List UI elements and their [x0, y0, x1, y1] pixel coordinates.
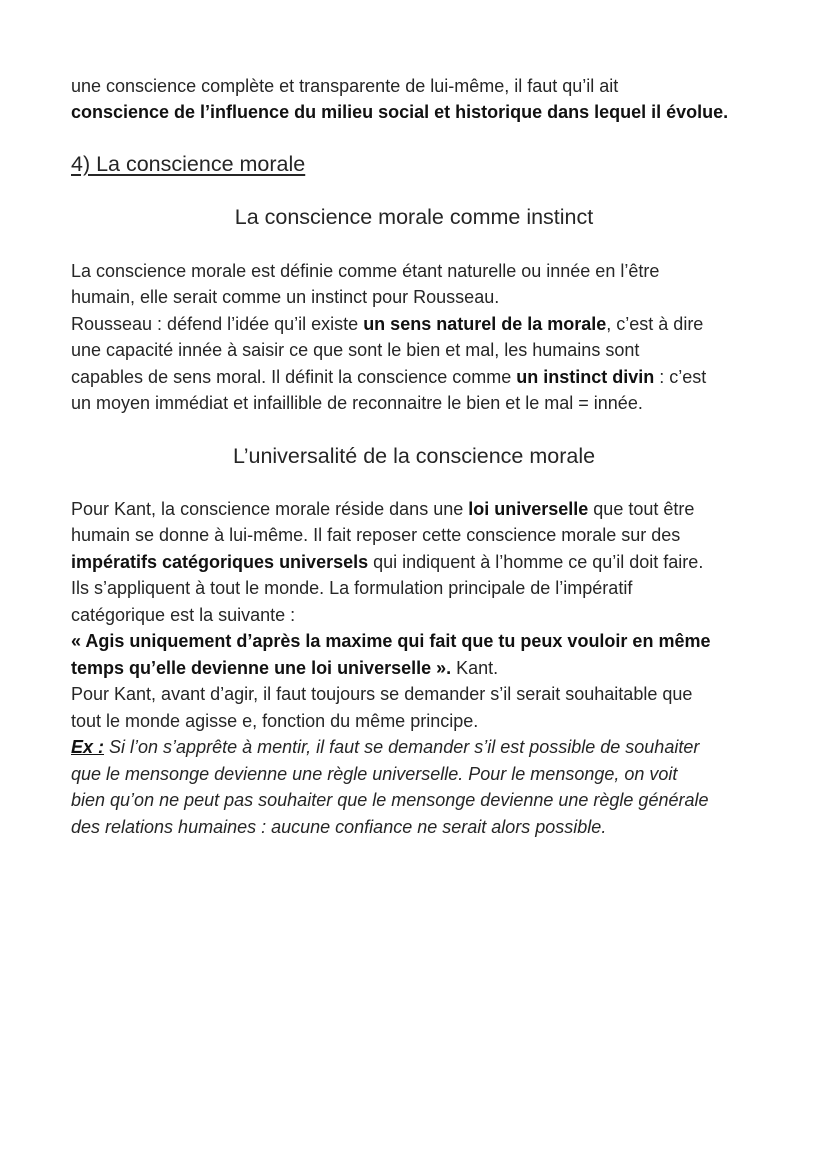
text: , c’est à dire	[606, 314, 704, 334]
paragraph-line	[71, 681, 788, 707]
text: que tout être	[588, 499, 695, 519]
paragraph-line	[71, 549, 788, 575]
text: humain, elle serait comme un instinct pour Rousseau.	[71, 287, 500, 307]
paragraph-line	[71, 311, 788, 337]
example-line	[71, 787, 788, 813]
text: une capacité innée à saisir ce que sont le bien et mal, les humains sont	[71, 340, 640, 360]
text: humain se donne à lui-même. Il fait reposer cette conscience morale sur des	[71, 525, 681, 545]
text: La conscience morale est définie comme étant naturelle ou innée en l’être	[71, 261, 660, 281]
paragraph-line	[71, 284, 788, 310]
bold-text: « Agis uniquement d’après la maxime qui fait que tu peux vouloir en même	[71, 631, 711, 651]
example-line	[71, 814, 788, 840]
bold-text: temps qu’elle devienne une loi universelle ».	[71, 658, 452, 678]
paragraph-line	[71, 258, 788, 284]
section-heading: 4) La conscience morale	[71, 152, 306, 176]
text: une conscience complète et transparente de lui-même, il faut qu’il ait	[71, 76, 619, 96]
paragraph-line	[71, 602, 788, 628]
bold-text: conscience de l’influence du milieu social et historique dans lequel il évolue.	[71, 102, 729, 122]
bold-text: un sens naturel de la morale	[363, 314, 607, 334]
paragraph-line	[71, 575, 788, 601]
subheading-universality: L’universalité de la conscience morale	[232, 444, 596, 468]
text: : c’est	[654, 367, 707, 387]
paragraph-line	[71, 522, 788, 548]
text: Si l’on s’apprête à mentir, il faut se demander s’il est possible de souhaiter	[104, 737, 700, 757]
text: un moyen immédiat et infaillible de reconnaitre le bien et le mal = innée.	[71, 393, 643, 413]
text: Kant.	[451, 658, 499, 678]
paragraph-line	[71, 496, 788, 522]
paragraph-line	[71, 390, 788, 416]
example-label: Ex :	[71, 737, 105, 757]
bold-text: impératifs catégoriques universels	[71, 552, 369, 572]
text: bien qu’on ne peut pas souhaiter que le mensonge devienne une règle générale	[71, 790, 709, 810]
intro-line-2	[71, 99, 788, 125]
text: Pour Kant, la conscience morale réside dans une	[71, 499, 469, 519]
text: Ils s’appliquent à tout le monde. La formulation principale de l’impératif	[71, 578, 633, 598]
bold-text: loi universelle	[468, 499, 589, 519]
text: que le mensonge devienne une règle universelle. Pour le mensonge, on voit	[71, 764, 678, 784]
text: Pour Kant, avant d’agir, il faut toujours se demander s’il serait souhaitable que	[71, 684, 693, 704]
text: qui indiquent à l’homme ce qu’il doit faire.	[368, 552, 704, 572]
quote-line	[71, 655, 788, 681]
text: Rousseau : défend l’idée qu’il existe	[71, 314, 364, 334]
paragraph-line	[71, 337, 788, 363]
paragraph-line	[71, 708, 788, 734]
example-line	[71, 734, 788, 760]
text: catégorique est la suivante :	[71, 605, 296, 625]
text: capables de sens moral. Il définit la conscience comme	[71, 367, 517, 387]
bold-text: un instinct divin	[516, 367, 655, 387]
paragraph-line	[71, 364, 788, 390]
text: tout le monde agisse e, fonction du même principe.	[71, 711, 479, 731]
text: des relations humaines : aucune confiance ne serait alors possible.	[71, 817, 607, 837]
example-line	[71, 761, 788, 787]
quote-line	[71, 628, 788, 654]
subheading-instinct: La conscience morale comme instinct	[234, 205, 594, 229]
intro-line-1	[71, 73, 788, 99]
